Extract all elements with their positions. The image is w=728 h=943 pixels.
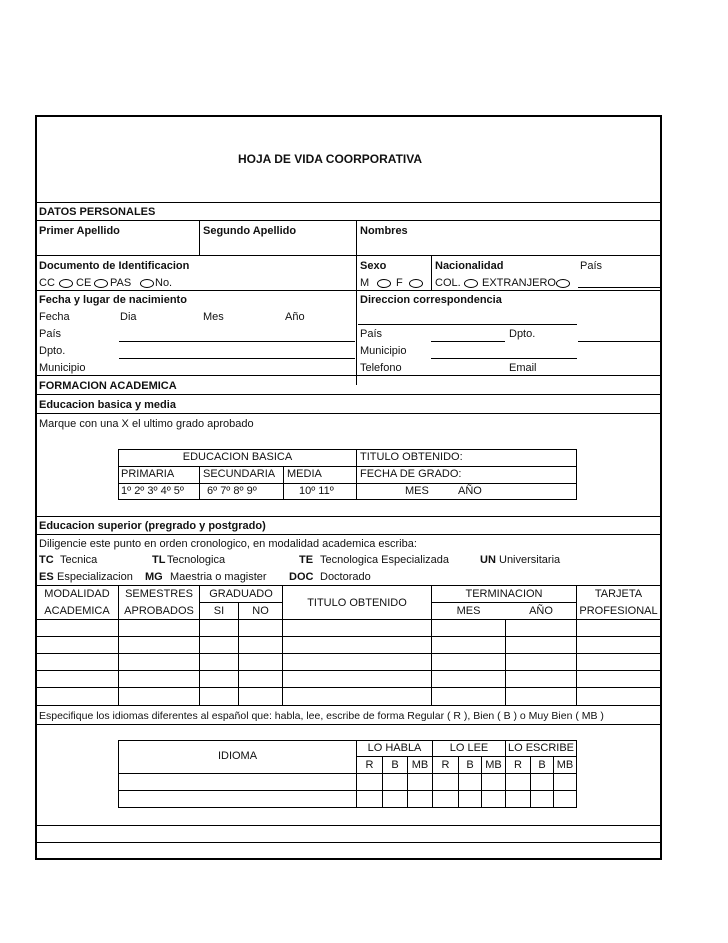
- pais-field[interactable]: [578, 287, 660, 288]
- divider: [36, 585, 661, 586]
- col-academica: ACADEMICA: [44, 605, 110, 617]
- col-anio: AÑO: [529, 605, 553, 617]
- divider: [118, 740, 577, 741]
- lo-habla-header: LO HABLA: [367, 742, 422, 754]
- divider: [356, 449, 357, 499]
- mes-label: Mes: [203, 311, 224, 323]
- sexo-label: Sexo: [360, 260, 387, 272]
- divider: [283, 466, 284, 499]
- secundaria-label: SECUNDARIA: [203, 468, 276, 480]
- col-titulo: TITULO OBTENIDO: [307, 597, 407, 609]
- divider: [199, 585, 200, 705]
- media-label: MEDIA: [287, 468, 322, 480]
- pais-nac-label: País: [39, 328, 62, 340]
- nac-col-label: COL.: [435, 277, 461, 289]
- divider: [36, 202, 661, 203]
- habla-mb: MB: [411, 759, 429, 771]
- datos-personales-heading: DATOS PERSONALES: [39, 206, 156, 218]
- documento-label: Documento de Identificacion: [39, 260, 190, 272]
- col-no: NO: [252, 605, 269, 617]
- idiomas-instruction: Especifique los idiomas diferentes al español que: habla, lee, escribe de forma Regular ( R ), Bien ( B ) o Muy Bien ( MB ): [39, 710, 604, 722]
- divider: [199, 602, 282, 603]
- dpto-corr-label: Dpto.: [509, 328, 536, 340]
- sexo-m-option[interactable]: [377, 279, 391, 288]
- code-doc: DOC: [289, 571, 314, 583]
- col-si: SI: [213, 605, 225, 617]
- code-te: TE: [299, 554, 314, 566]
- doc-pas-label: PAS: [110, 277, 132, 289]
- label-mg: Maestria o magister: [170, 571, 267, 583]
- doc-pas-option[interactable]: [140, 279, 154, 288]
- divider: [36, 670, 661, 671]
- col-terminacion: TERMINACION: [465, 588, 543, 600]
- divider: [576, 449, 577, 499]
- lo-escribe-header: LO ESCRIBE: [507, 742, 575, 754]
- sexo-m-label: M: [360, 277, 370, 289]
- divider: [199, 220, 200, 255]
- segundo-apellido-label: Segundo Apellido: [203, 225, 297, 237]
- code-tl: TL: [152, 554, 166, 566]
- nac-extranjero-label: EXTRANJERO: [482, 277, 556, 289]
- municipio-corr-label: Municipio: [360, 345, 407, 357]
- divider: [356, 756, 577, 757]
- divider: [36, 705, 661, 706]
- divider: [36, 413, 661, 414]
- divider: [36, 516, 661, 517]
- superior-heading: Educacion superior (pregrado y postgrado): [39, 520, 266, 532]
- municipio-nac-label: Municipio: [39, 362, 86, 374]
- doc-ce-option[interactable]: [94, 279, 108, 288]
- divider: [36, 534, 661, 535]
- frame-bottom: [35, 858, 662, 860]
- divider: [118, 807, 577, 808]
- fecha-grado-label: FECHA DE GRADO:: [360, 468, 462, 480]
- grades-media[interactable]: 10º 11º: [299, 485, 334, 497]
- escribe-r: R: [514, 759, 522, 771]
- code-tc: TC: [39, 554, 54, 566]
- divider: [36, 687, 661, 688]
- direccion-field[interactable]: [358, 324, 577, 325]
- label-es: Especializacion: [57, 571, 133, 583]
- telefono-label: Telefono: [360, 362, 402, 374]
- code-es: ES: [39, 571, 54, 583]
- lo-lee-header: LO LEE: [449, 742, 489, 754]
- email-label: Email: [509, 362, 537, 374]
- divider: [118, 790, 577, 791]
- col-modalidad: MODALIDAD: [44, 588, 110, 600]
- col-graduado: GRADUADO: [209, 588, 273, 600]
- doc-ce-label: CE: [76, 277, 92, 289]
- direccion-label: Direccion correspondencia: [360, 294, 502, 306]
- escribe-mb: MB: [556, 759, 574, 771]
- divider: [118, 466, 577, 467]
- idioma-header: IDIOMA: [217, 750, 258, 762]
- sexo-f-option[interactable]: [409, 279, 423, 288]
- pais-label: País: [580, 260, 603, 272]
- nac-col-option[interactable]: [464, 279, 478, 288]
- titulo-obtenido-label: TITULO OBTENIDO:: [360, 451, 463, 463]
- pais-nac-field[interactable]: [119, 341, 355, 342]
- fecha-lugar-label: Fecha y lugar de nacimiento: [39, 294, 187, 306]
- divider: [36, 220, 661, 221]
- divider: [576, 740, 577, 807]
- fecha-grado-anio: AÑO: [458, 485, 482, 497]
- frame-left: [35, 115, 37, 860]
- pais-corr-field[interactable]: [431, 341, 505, 342]
- col-semestres: SEMESTRES: [125, 588, 193, 600]
- label-un: Universitaria: [499, 554, 561, 566]
- dpto-nac-field[interactable]: [119, 358, 355, 359]
- marque-instruction: Marque con una X el ultimo grado aprobado: [39, 418, 254, 430]
- col-profesional: PROFESIONAL: [579, 605, 658, 617]
- form-title: HOJA DE VIDA COORPORATIVA: [238, 152, 423, 166]
- municipio-corr-field[interactable]: [431, 358, 577, 359]
- col-aprobados: APROBADOS: [124, 605, 194, 617]
- divider: [576, 585, 577, 705]
- divider: [431, 602, 577, 603]
- divider: [431, 255, 432, 290]
- divider: [118, 585, 119, 705]
- habla-r: R: [365, 759, 374, 771]
- diligencie-instruction: Diligencie este punto en orden cronologico, en modalidad academica escriba:: [39, 538, 417, 550]
- doc-cc-option[interactable]: [59, 279, 73, 288]
- label-tc: Tecnica: [60, 554, 98, 566]
- divider: [36, 825, 661, 826]
- basica-heading: Educacion basica y media: [39, 399, 176, 411]
- divider: [36, 724, 661, 725]
- lee-r: R: [441, 759, 450, 771]
- divider: [199, 466, 200, 499]
- divider: [431, 585, 432, 705]
- grades-secundaria[interactable]: 6º 7º 8º 9º: [207, 485, 257, 497]
- primer-apellido-label: Primer Apellido: [39, 225, 120, 237]
- dia-label: Dia: [120, 311, 137, 323]
- divider: [36, 255, 661, 256]
- fecha-label: Fecha: [39, 311, 70, 323]
- divider: [36, 653, 661, 654]
- educacion-basica-header: EDUCACION BASICA: [182, 451, 293, 463]
- grades-primaria[interactable]: 1º 2º 3º 4º 5º: [121, 485, 184, 497]
- doc-no-label: No.: [155, 277, 173, 289]
- divider: [36, 619, 661, 620]
- divider: [118, 773, 577, 774]
- divider: [118, 499, 577, 500]
- divider: [36, 842, 661, 843]
- divider: [36, 375, 661, 376]
- frame-top: [35, 115, 662, 117]
- lee-mb: MB: [485, 759, 502, 771]
- habla-b: B: [391, 759, 399, 771]
- pais-corr-label: País: [360, 328, 383, 340]
- nacionalidad-label: Nacionalidad: [435, 260, 504, 272]
- divider: [118, 483, 577, 484]
- divider: [36, 290, 661, 291]
- divider: [505, 619, 506, 705]
- code-mg: MG: [145, 571, 163, 583]
- nac-extranjero-option[interactable]: [556, 279, 570, 288]
- code-un: UN: [480, 554, 496, 566]
- sexo-f-label: F: [396, 277, 403, 289]
- divider: [36, 636, 661, 637]
- lee-b: B: [466, 759, 474, 771]
- col-mes: MES: [456, 605, 481, 617]
- dpto-corr-field[interactable]: [578, 341, 660, 342]
- anio-label: Año: [285, 311, 305, 323]
- nombres-label: Nombres: [360, 225, 408, 237]
- divider: [36, 394, 661, 395]
- label-te: Tecnologica Especializada: [320, 554, 450, 566]
- doc-cc-label: CC: [39, 277, 55, 289]
- escribe-b: B: [538, 759, 546, 771]
- divider: [356, 220, 357, 385]
- label-tl: Tecnologica: [167, 554, 226, 566]
- label-doc: Doctorado: [320, 571, 371, 583]
- formacion-heading: FORMACION ACADEMICA: [39, 380, 177, 392]
- divider: [118, 449, 577, 450]
- fecha-grado-mes: MES: [405, 485, 429, 497]
- col-tarjeta: TARJETA: [594, 588, 643, 600]
- primaria-label: PRIMARIA: [121, 468, 175, 480]
- dpto-nac-label: Dpto.: [39, 345, 66, 357]
- frame-right: [660, 115, 662, 860]
